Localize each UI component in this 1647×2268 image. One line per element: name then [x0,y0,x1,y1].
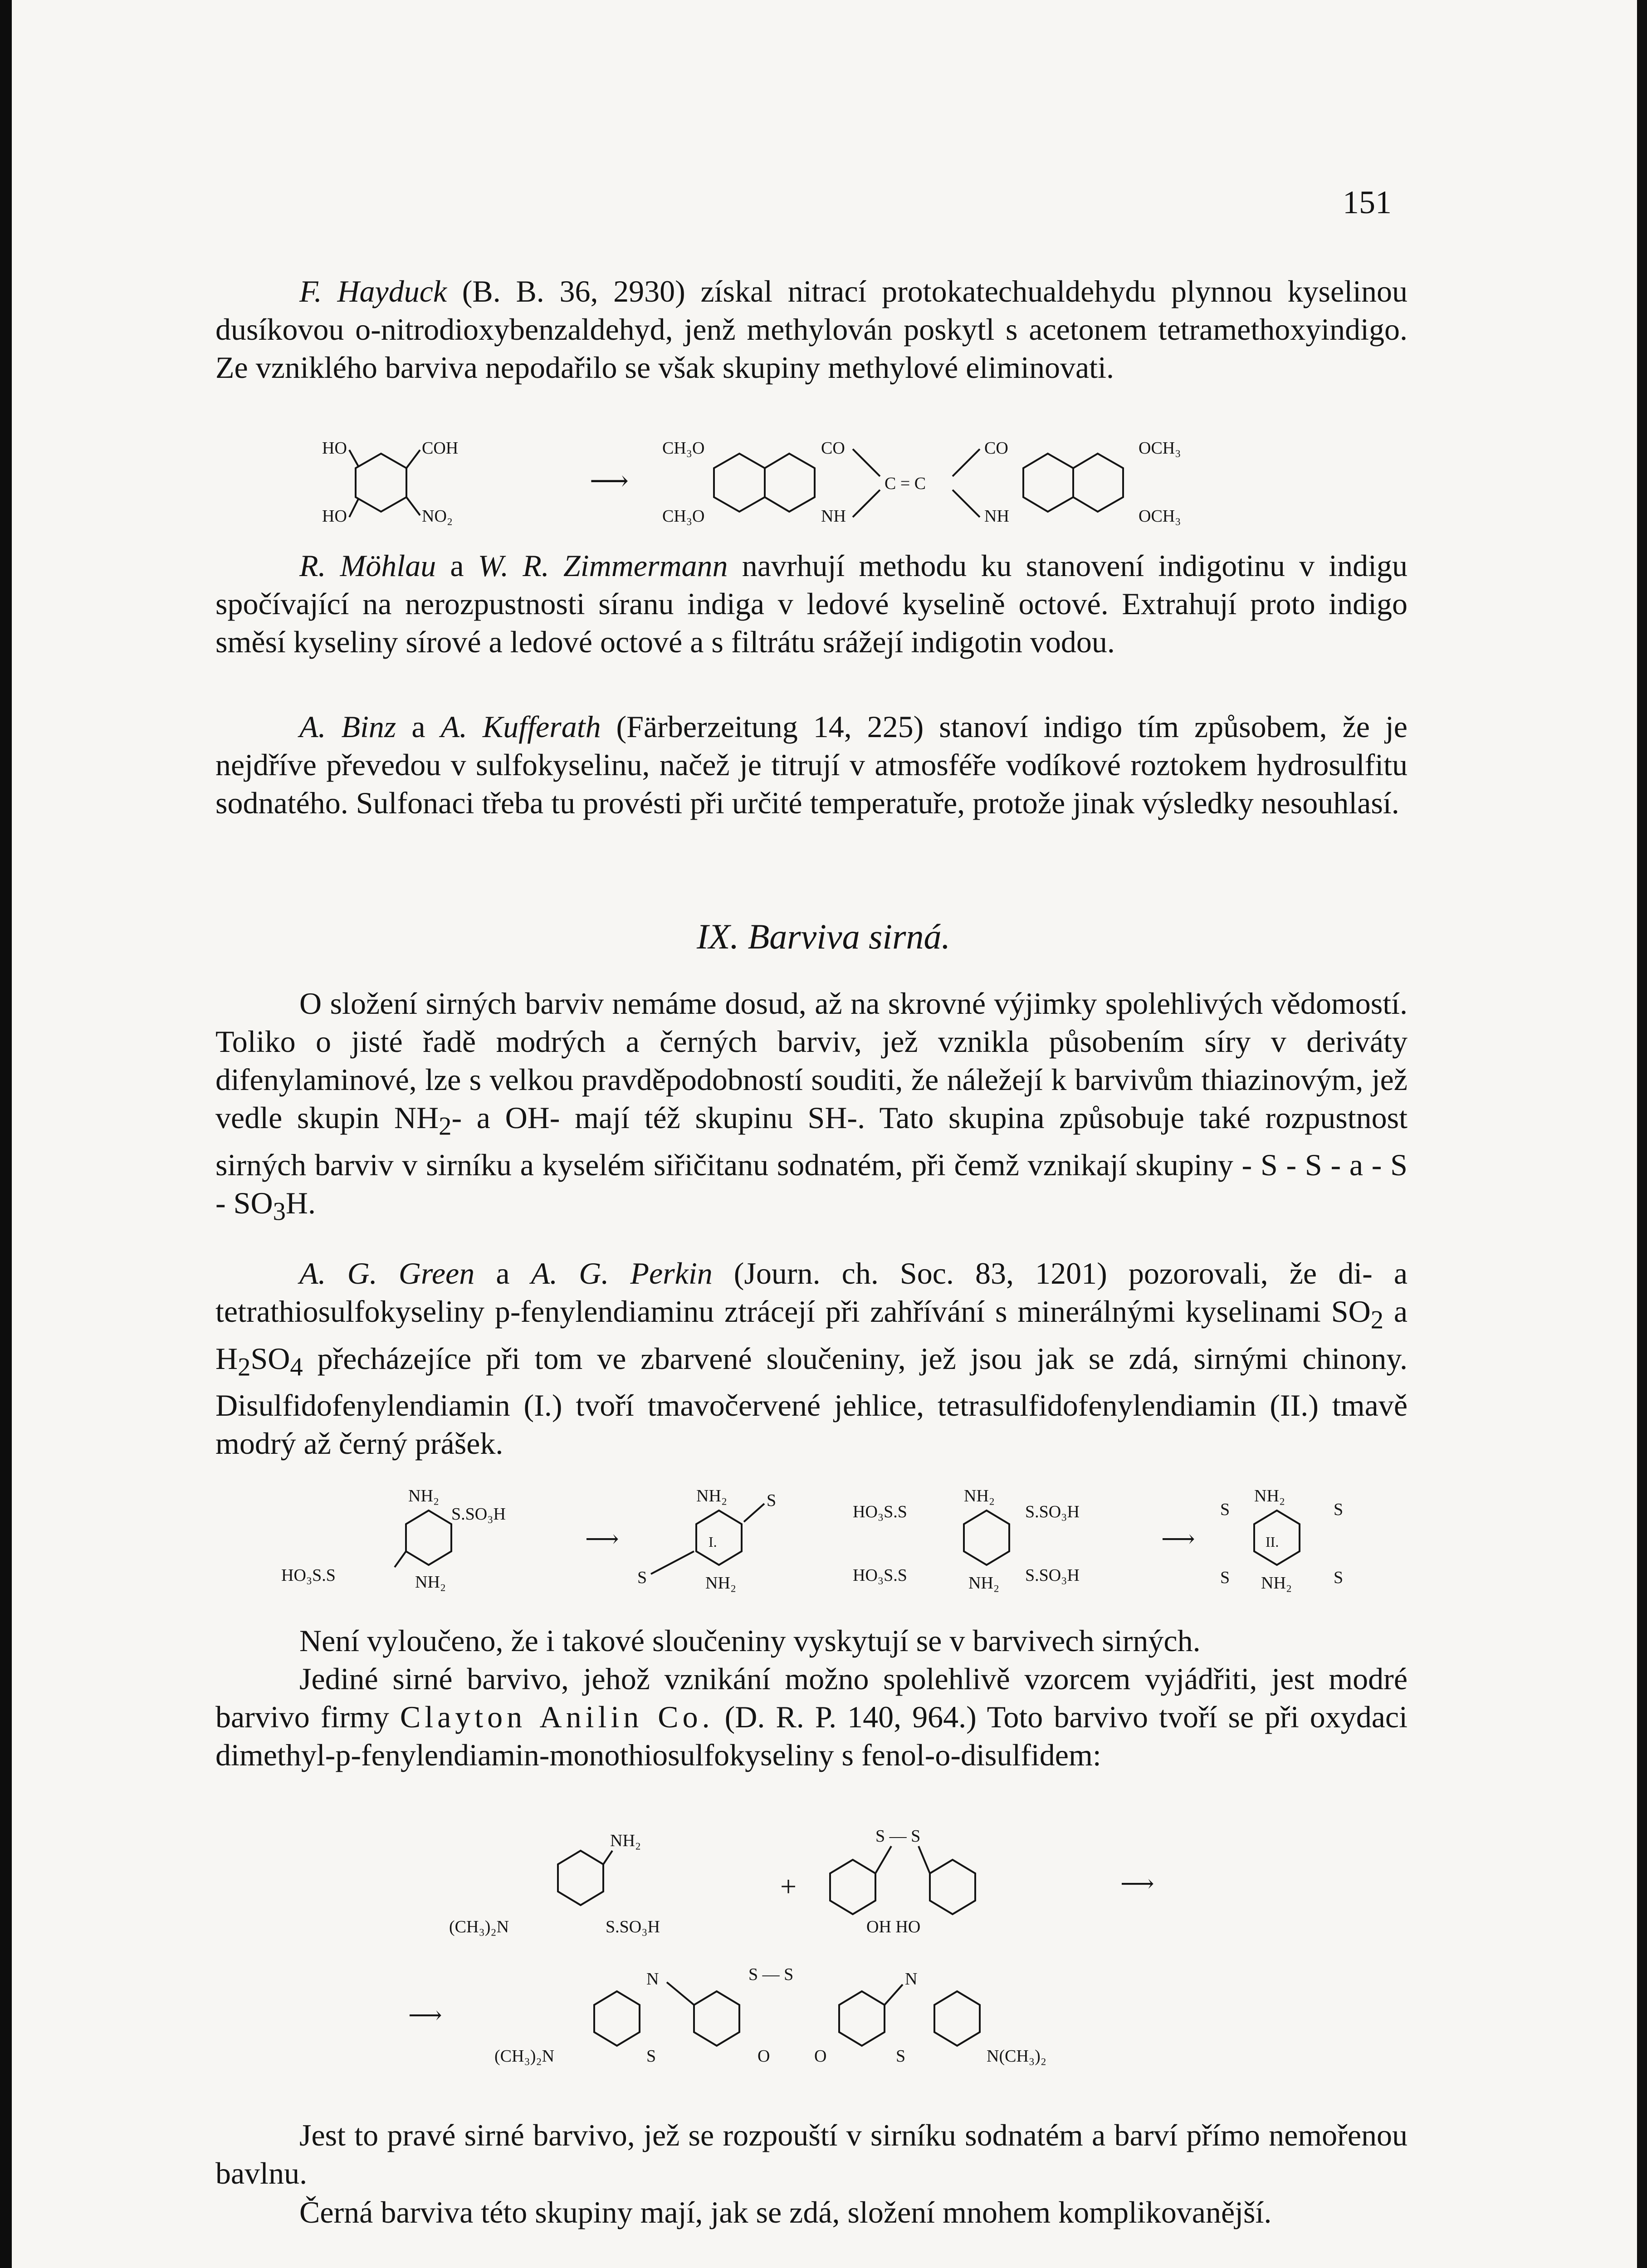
author-name: A. G. Green [299,1256,475,1290]
formula-label: S [1334,1568,1344,1587]
formula-label: S — S [748,1965,794,1984]
author-name: A. Binz [299,709,396,744]
formula-label: NH₂ [696,1486,728,1505]
formula-label: S [1334,1500,1344,1519]
benzene-ring [765,454,815,512]
formula-label: NH₂ [415,1573,446,1592]
formula-label: NH₂ [1254,1486,1285,1505]
paragraph-binz [215,708,1408,822]
formula-label: NH₂ [408,1486,440,1505]
subscript: 2 [238,1353,251,1382]
formula-label: S — S [875,1827,921,1846]
bond [349,450,358,466]
formula-label: O [814,2047,827,2066]
formula-label: S [767,1491,777,1510]
formula-label: CO [984,439,1008,458]
formula-label: CO [821,439,845,458]
formula-label: I. [709,1534,717,1550]
formula-label: OH HO [866,1917,921,1936]
paragraph-true-sulfur-dye [215,2116,1408,2192]
bond [406,497,420,515]
paragraph-text: Černá barviva této skupiny mají, jak se zdá, složení mnohem komplikovanější. [299,2195,1272,2229]
paragraph-black-dyes [215,2193,1408,2231]
formula-label: C = C [885,474,926,493]
formula-label: (CH₃)₂N [494,2047,555,2066]
paragraph-text: (Färberzeitung 14, 225) stanoví indigo tím způsobem, že je nejdříve převedou v sulfokyselinu, načež je titrují v atmosféře vodíkové roztokem hydrosulfitu sodnatého. Sulfonaci třeba tu provésti při určité temperatuře, protože jinak výsledky nesouhlasí. [215,709,1408,820]
paragraph-not-excluded [215,1622,1408,1660]
formula-label: NH₂ [610,1831,641,1850]
paragraph-text: Není vyloučeno, že i takové sloučeniny vyskytují se v barvivech sirných. [299,1623,1201,1658]
formula-label: NH₂ [705,1574,737,1593]
bond [395,1551,406,1567]
paragraph-sulfur-dyes-intro [215,984,1408,1231]
paragraph-text: navrhují methodu ku stanovení indigotinu v indigu spočívající na nerozpustnosti síranu indiga v ledové kyselině octové. Extrahují proto indigo směsí kyseliny sírové a ledové octové a s filtrátu srážejí indigotin vodou. [215,548,1408,659]
paragraph-text: a [436,548,478,583]
scan-edge-left [0,0,12,2268]
subscript: 2 [439,1112,452,1141]
page-number: 151 [1343,184,1392,220]
section-title: IX. Barviva sirná. [697,917,950,956]
benzene-ring [594,1991,640,2046]
bond [853,490,880,517]
formula-label: (CH₃)₂N [449,1917,509,1936]
plus-sign: + [780,1870,797,1902]
formula-product-dye [399,1960,1442,2077]
reaction-arrow: ⟶ [590,466,629,496]
formula-label: HO₃S.S [853,1566,907,1585]
formula-label: HO [322,507,347,526]
bond [953,490,980,517]
formula-label: N(CH₃)₂ [987,2047,1047,2066]
paragraph-text: (D. R. P. 140, 964.) Toto barvivo tvoří se při oxydaci dimethyl-p-fenylendiamin-monothiosulfokyseliny s fenol-o-disulfidem: [215,1700,1408,1772]
formula-label: OCH₃ [1139,439,1181,458]
formula-label: S [646,2047,656,2066]
formula-label: N [646,1970,659,1989]
bond [744,1504,764,1522]
benzene-ring [830,1860,875,1914]
formula-label: S [1220,1568,1230,1587]
benzene-ring [934,1991,980,2046]
formula-label: S [1220,1500,1230,1519]
benzene-ring [930,1860,975,1914]
bond [875,1846,891,1873]
formula-label: CH₃O [662,507,705,526]
paragraph-text: O složení sirných barviv nemáme dosud, až na skrovné výjimky spolehlivých vědomostí. Toliko o jisté řadě modrých a černých barviv, jež vznikla působením síry v deriváty difenylaminové, lze s velkou pravděpodobností souditi, že náležejí k barvivům thiazinovým, jež vedle skupin NH [215,986,1408,1135]
author-name: F. Hayduck [299,274,447,308]
formula-label: COH [422,439,459,458]
paragraph-text: Jest to pravé sirné barvivo, jež se rozpouští v sirníku sodnatém a barví přímo nemořenou bavlnu. [215,2118,1408,2190]
formula-label: NH₂ [968,1574,1000,1593]
formula-label: HO₃S.S [281,1566,336,1585]
author-name: A. Kufferath [440,709,601,744]
reaction-arrow: ⟶ [1120,1871,1154,1897]
paragraph-text: (Journ. ch. Soc. 83, 1201) pozorovali, že di- a tetrathiosulfokyseliny p-fenylendiaminu ztrácejí při zahřívání s minerálnými kyselinami SO [215,1256,1408,1329]
formula-label: NH [984,507,1009,526]
reaction-arrow: ⟶ [1161,1526,1195,1552]
paragraph-mohlau [215,547,1408,661]
subscript: 2 [1370,1306,1384,1334]
benzene-ring [714,454,765,512]
benzene-ring [356,454,406,512]
subscript: 3 [273,1198,286,1226]
reaction-arrow: ⟶ [408,2003,442,2028]
formula-sulfur-quinones [272,1483,1406,1601]
formula-label: CH₃O [662,439,705,458]
benzene-ring [964,1510,1009,1565]
bond [603,1851,612,1864]
bond [406,450,420,468]
formula-label: II. [1266,1534,1279,1550]
formula-label: S.SO₃H [606,1917,660,1936]
paragraph-text: - a OH- mají též skupinu SH-. Tato skupina způsobuje také rozpustnost sirných barviv v sirníku a kyselém siřičitanu sodnatém, při čemž vznikají skupiny - S - S - a - S - SO [215,1100,1408,1220]
formula-label: HO [322,439,347,458]
paragraph-text: a H [215,1294,1408,1376]
formula-label: S.SO₃H [1025,1502,1080,1521]
formula-label: S [896,2047,906,2066]
formula-label: S [637,1568,647,1587]
paragraph-text: Jediné sirné barvivo, jehož vznikání možno spolehlivě vzorcem vyjádřiti, jest modré barvivo firmy [215,1662,1408,1734]
formula-label: HO₃S.S [853,1502,907,1521]
bond [651,1551,694,1574]
bond [349,499,358,517]
formula-tetramethoxyindigo [318,431,1361,535]
formula-label: NH₂ [1261,1574,1292,1593]
benzene-ring [406,1510,451,1565]
formula-reactants [431,1823,1202,1941]
author-name: R. Möhlau [299,548,436,583]
paragraph-text: přecházejíce při tom ve zbarvené sloučeniny, jež jsou jak se zdá, sirnými chinony. Disulfidofenylendiamin (I.) tvoří tmavočervené jehlice, tetrasulfidofenylendiamin (II.) tmavě modrý až černý prášek. [215,1341,1408,1461]
benzene-ring [696,1510,742,1565]
benzene-ring [694,1991,739,2046]
bond [919,1846,930,1873]
benzene-ring [558,1851,603,1905]
bond [667,1982,694,2005]
formula-label: N [905,1970,918,1989]
benzene-ring [1023,454,1073,512]
benzene-ring [839,1991,885,2046]
firm-name: Clayton Anilin Co. [400,1700,714,1734]
scan-edge-right [1637,0,1647,2268]
formula-label: S.SO₃H [451,1505,506,1524]
paragraph-green-perkin [215,1254,1408,1462]
bond [953,449,980,476]
paragraph-text: a [396,709,441,744]
formula-label: NH [821,507,846,526]
reaction-arrow: ⟶ [585,1526,619,1552]
formula-label: S.SO₃H [1025,1566,1080,1585]
formula-label: NH₂ [964,1486,995,1505]
subscript: 4 [290,1353,303,1382]
formula-label: OCH₃ [1139,507,1181,526]
formula-label: O [758,2047,770,2066]
paragraph-text: a [474,1256,531,1290]
paragraph-text: H. [285,1185,316,1220]
bond [885,1984,903,2005]
paragraph-text: SO [250,1341,290,1376]
benzene-ring [1073,454,1123,512]
paragraph-text: (B. B. 36, 2930) získal nitrací protokatechualdehydu plynnou kyselinou dusíkovou o-nitrodioxybenzaldehyd, jenž methylován poskytl s acetonem tetramethoxyindigo. Ze vzniklého barviva nepodařilo se však skupiny methylové eliminovati. [215,274,1408,385]
paragraph-clayton [215,1660,1408,1774]
paragraph-hayduck [215,272,1408,386]
author-name: W. R. Zimmermann [478,548,728,583]
bond [853,449,880,476]
formula-label: NO₂ [422,507,453,526]
author-name: A. G. Perkin [531,1256,713,1290]
